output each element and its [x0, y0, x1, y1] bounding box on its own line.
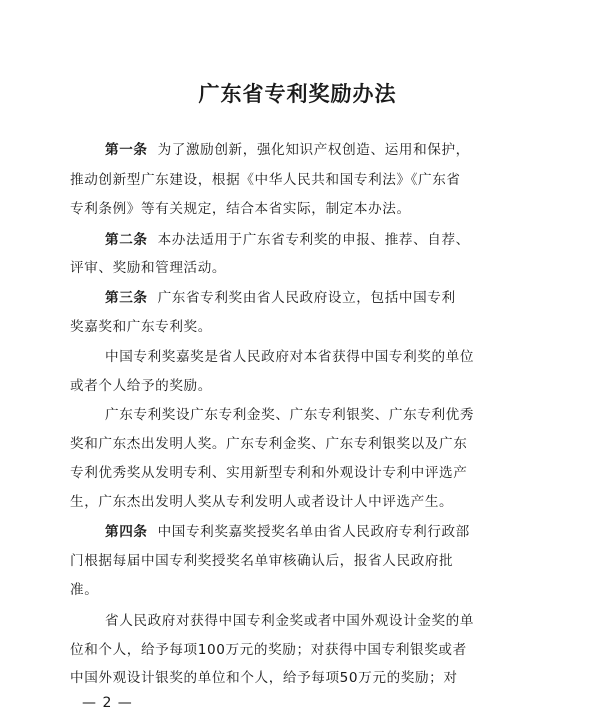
line-text: 专利条例》等有关规定，结合本省实际，制定本办法。: [70, 201, 411, 217]
line-text: 中国专利奖嘉奖是省人民政府对本省获得中国专利奖的单位: [105, 349, 475, 365]
line-text: 推动创新型广东建设，根据《中华人民共和国专利法》《广东省: [70, 172, 461, 188]
paragraph-line: [105, 289, 525, 307]
paragraph-line: [70, 641, 525, 659]
document-title: 广东省专利奖励办法: [198, 81, 397, 106]
paragraph-line: [70, 552, 525, 570]
line-text: 准。: [70, 582, 99, 598]
paragraph-line: [70, 581, 525, 599]
page-number: — 2 —: [82, 695, 133, 711]
line-text: 广东专利奖设广东专利金奖、广东专利银奖、广东专利优秀: [105, 407, 475, 423]
paragraph-line: [105, 141, 525, 159]
paragraph-line: [70, 435, 525, 453]
line-text: 位和个人，给予每项100万元的奖励；对获得中国专利银奖或者: [70, 642, 467, 658]
line-text: 评审、奖励和管理活动。: [70, 260, 227, 276]
paragraph-line: [70, 259, 525, 277]
paragraph-line: [70, 493, 525, 511]
paragraph-line: [70, 171, 525, 189]
line-text: 门根据每届中国专利奖授奖名单审核确认后，报省人民政府批: [70, 553, 454, 569]
line-text: 中国专利奖嘉奖授奖名单由省人民政府专利行政部: [157, 524, 470, 540]
paragraph-line: [105, 523, 525, 541]
article-label: 第三条: [105, 290, 148, 306]
line-text: 中国外观设计银奖的单位和个人，给予每项50万元的奖励；对: [70, 670, 458, 686]
paragraph-line: [70, 464, 525, 482]
line-text: 本办法适用于广东省专利奖的申报、推荐、自荐、: [157, 232, 470, 248]
paragraph-line: [70, 318, 525, 336]
article-label: 第一条: [105, 142, 148, 158]
line-text: 奖和广东杰出发明人奖。广东专利金奖、广东专利银奖以及广东: [70, 436, 468, 452]
line-text: 奖嘉奖和广东专利奖。: [70, 319, 212, 335]
line-text: 省人民政府对获得中国专利金奖或者中国外观设计金奖的单: [105, 613, 475, 629]
line-text: 或者个人给予的奖励。: [70, 378, 212, 394]
paragraph-line: [105, 231, 525, 249]
line-text: 广东省专利奖由省人民政府设立，包括中国专利: [157, 290, 456, 306]
line-text: 专利优秀奖从发明专利、实用新型专利和外观设计专利中评选产: [70, 465, 468, 481]
paragraph-line: [105, 612, 525, 630]
paragraph-line: [105, 406, 525, 424]
paragraph-line: [70, 200, 525, 218]
article-label: 第四条: [105, 524, 148, 540]
article-label: 第二条: [105, 232, 148, 248]
line-text: 生，广东杰出发明人奖从专利发明人或者设计人中评选产生。: [70, 494, 454, 510]
line-text: 为了激励创新，强化知识产权创造、运用和保护，: [157, 142, 470, 158]
paragraph-line: [105, 348, 525, 366]
paragraph-line: [70, 669, 525, 687]
paragraph-line: [70, 377, 525, 395]
